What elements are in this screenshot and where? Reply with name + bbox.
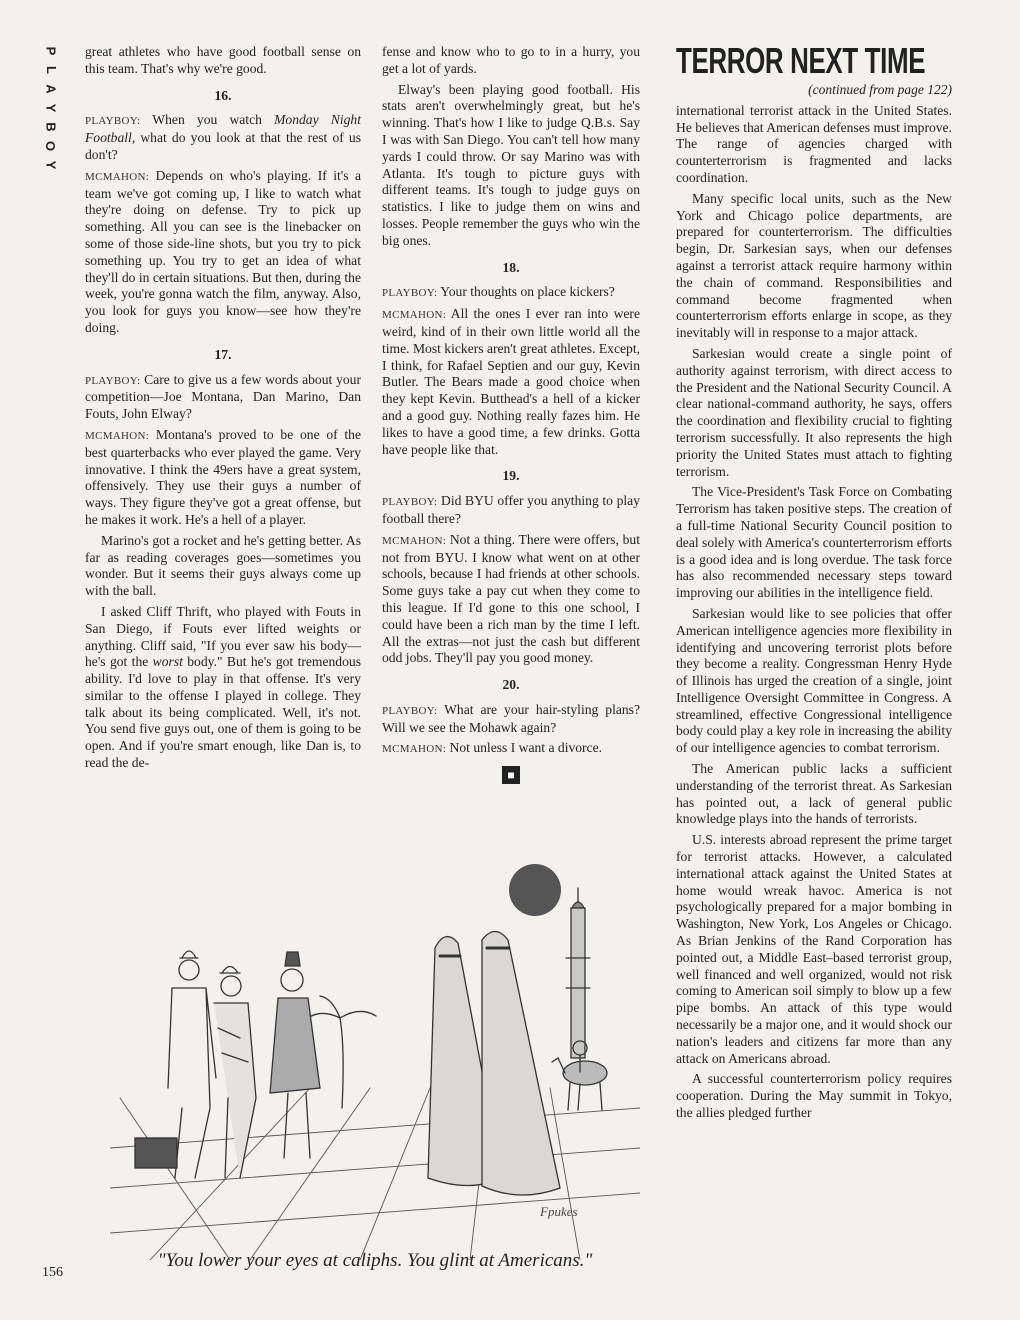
question-number: 17.	[214, 346, 232, 362]
answer-text: Not a thing. There were offers, but not from BYU. I know what went on at other schools, because I had friends at other schools. Some guys take a pay cut when they come to this league. If I'd gone to this one school, I could have been a rich man by the time I left. All the extras—not just the cash but different odd jobs. They'll pay you good money.	[382, 531, 640, 666]
answer-text: Montana's proved to be one of the best quarterbacks who ever played the game. Very innovative. I think the 49ers have a great system, offensively. They use their guys a number of ways. They figure they've got a great offense, but he makes it work. He's a hell of a player.	[85, 426, 361, 527]
answer-text: Depends on who's playing. If it's a team we've got coming up, I like to watch what they're doing on defense. Try to pick up something. All you can see is the linebacker on some of those side-line shots, but you try to pick something up. You try to get an idea of what they'll do in certain situations. But then, during the week, you're gonna watch the film, anyway. Also, you look for guys you know—see how they're doing.	[85, 167, 361, 335]
question-text: What are your hair-styling plans? Will we see the Mohawk again?	[382, 701, 640, 735]
question-number: 20.	[502, 677, 520, 693]
magazine-side-label	[38, 42, 64, 175]
question	[382, 702, 640, 737]
side-letter: Y	[43, 160, 59, 171]
end-mark-icon: ■	[502, 766, 520, 784]
question	[382, 284, 640, 302]
paragraph: fense and know who to go to in a hurry, you get a lot of yards.	[382, 44, 640, 76]
answer-text: Not unless I want a divorce.	[446, 740, 603, 756]
question	[85, 372, 361, 423]
cartoon-illustration	[110, 848, 640, 1260]
artist-signature: Fpukes	[540, 1204, 578, 1219]
paragraph: Marino's got a rocket and he's getting better. As far as reading coverages goes—sometimes you wonder. But it seems their guys always come up with the ball.	[85, 532, 361, 599]
speaker-label: PLAYBOY:	[382, 496, 438, 509]
speaker-label: MCMAHON:	[85, 429, 150, 442]
paragraph: U.S. interests abroad represent the prime target for terrorist attacks. However, a calculated international attack against the United States at home would wreak havoc. America is not psychologically prepared for a major bombing in Washington, New York, Los Angeles or Chicago. As Brian Jenkins of the Rand Corporation has pointed out, a Middle East–based terrorist group, well financed and well organized, would not risk coming to American soil simply to blow up a few pipe bombs. An attack of this type would necessarily be a major one, and it would shock our nation's leaders and citizens far more than any attack on Americans abroad.	[676, 832, 952, 1066]
speaker-label: PLAYBOY:	[382, 287, 438, 300]
side-letter: A	[43, 84, 59, 95]
robed-figures	[428, 932, 560, 1196]
minaret	[566, 888, 590, 1058]
question-text: Your thoughts on place kickers?	[437, 284, 615, 300]
paragraph: A successful counterterrorism policy requires cooperation. During the May summit in Tokyo, the allies pledged further	[676, 1071, 952, 1121]
answer	[382, 740, 640, 758]
paragraph-text: body." But he's got tremendous ability. I'd love to play in that offense. It's very similar to the offense I played in college. They talk about its being complicated. Well, it's not. You send five guys out, one of them is going to be open. And if you're smart enough, like Dan is, to read the de-	[85, 654, 361, 771]
speaker-label: PLAYBOY:	[382, 704, 438, 717]
paragraph: The Vice-President's Task Force on Combating Terrorism has taken positive steps. The creation of a full-time National Security Council position to deal solely with America's counterterrorism efforts is a good idea and is long overdue. The task force has also recommended necessary steps toward improving our abilities in the intelligence field.	[676, 484, 952, 601]
question-number: 18.	[502, 259, 520, 275]
side-letter: O	[43, 140, 59, 153]
side-letter: Y	[43, 103, 59, 114]
paragraph: international terrorist attack in the United States. He believes that American defenses must improve. The range of agencies charged with counterterrorism is fragmented and lacks coordination.	[676, 102, 952, 185]
answer-text: All the ones I ever ran into were weird, kind of in their own little world all the time. Most kickers aren't great athletes. Except, I think, for Rafael Septien and our guy, Kevin Butler. The Bears made a good choice when they kept Kevin. Butthead's a hell of a kicker and a good guy. Nothing really fazes him. He likes to have a good time, a few drinks. Gotta have people like that.	[382, 306, 640, 457]
paragraph-text: I asked Cliff Thrift, who played with Fouts in San Diego, if Fouts ever lifted weights or anything. Cliff said, "If you ever saw his body—he's got the	[85, 603, 361, 670]
article-column	[676, 42, 952, 1126]
page-number: 156	[42, 1265, 63, 1280]
paragraph: The American public lacks a sufficient understanding of the terrorist threat. As Sarkesian has pointed out, a lack of general public knowledge plays into the hands of terrorists.	[676, 761, 952, 827]
speaker-label: MCMAHON:	[382, 534, 447, 547]
article-headline: TERROR NEXT TIME	[676, 40, 926, 81]
question-number: 16.	[214, 87, 232, 103]
question-text: When you watch	[140, 112, 275, 128]
side-letter: B	[43, 122, 59, 133]
side-letter: P	[43, 46, 59, 57]
speaker-label: PLAYBOY:	[85, 374, 141, 387]
speaker-label: MCMAHON:	[85, 170, 150, 183]
paragraph: great athletes who have good football sense on this team. That's why we're good.	[85, 44, 361, 76]
emphasis: worst	[152, 654, 183, 670]
paragraph: Elway's been playing good football. His stats aren't overwhelmingly great, but he's winning. That's how I like to judge Q.B.s. Say I was with San Diego. You can't tell how many yards I could throw. Or say Marino was with Atlanta. It's tough to picture guys with different teams. It's tough to judge guys on statistics. I like to judge them on wins and losses. People remember the guys who win the big ones.	[382, 81, 640, 248]
side-letter: L	[43, 66, 59, 75]
speaker-label: MCMAHON:	[382, 309, 447, 322]
tiled-floor	[110, 1088, 640, 1260]
paragraph: Many specific local units, such as the New York and Chicago police departments, are prepared for counterterrorism. The difficulties begin, Dr. Sarkesian says, when our defenses against a terrorist attack require harmony within the chain of command. Responsibilities and command become fragmented when counterterrorism efforts enlarge in scope, as they inevitably will in response to a major attack.	[676, 190, 952, 341]
question-text: Did BYU offer you anything to play football there?	[382, 493, 640, 526]
speaker-label: PLAYBOY:	[85, 115, 141, 128]
question-text: what do you look at that the rest of us don't?	[85, 130, 361, 162]
answer	[382, 532, 640, 667]
show-title: Monday Night Football,	[85, 112, 361, 146]
answer	[85, 168, 361, 337]
speaker-label: MCMAHON:	[382, 743, 447, 756]
question	[382, 493, 640, 528]
answer	[382, 306, 640, 458]
tourists	[135, 951, 320, 1178]
continued-note: (continued from page 122)	[808, 82, 952, 97]
question-text: Care to give us a few words about your competition—Joe Montana, Dan Marino, Dan Fouts, John Elway?	[85, 371, 361, 422]
answer	[85, 427, 361, 529]
interview-column-2	[382, 44, 640, 784]
paragraph: Sarkesian would create a single point of authority against terrorism, with direct access to the President and the National Security Council. A clear national-command authority, he says, offers the coordination and flexibility crucial to fighting terrorism successfully. It also represents the high priority the United States must attach to fighting terrorism.	[676, 345, 952, 479]
paragraph: Sarkesian would like to see policies that offer American intelligence agencies more flexibility in identifying and uncovering terrorist plots before they become a reality. Congressman Henry Hyde of Illinois has urged the creation of a single, joint Intelligence Oversight Committee in Congress. A streamlined, effective Congressional intelligence body could play a key role in increasing the ability of our intelligence agencies to combat terrorism.	[676, 605, 952, 756]
question	[85, 112, 361, 163]
cartoon-caption: "You lower your eyes at caliphs. You glint at Americans."	[157, 1250, 593, 1271]
question-number: 19.	[502, 468, 520, 484]
sun	[509, 864, 561, 916]
interview-column-1	[85, 44, 361, 776]
paragraph	[85, 604, 361, 772]
